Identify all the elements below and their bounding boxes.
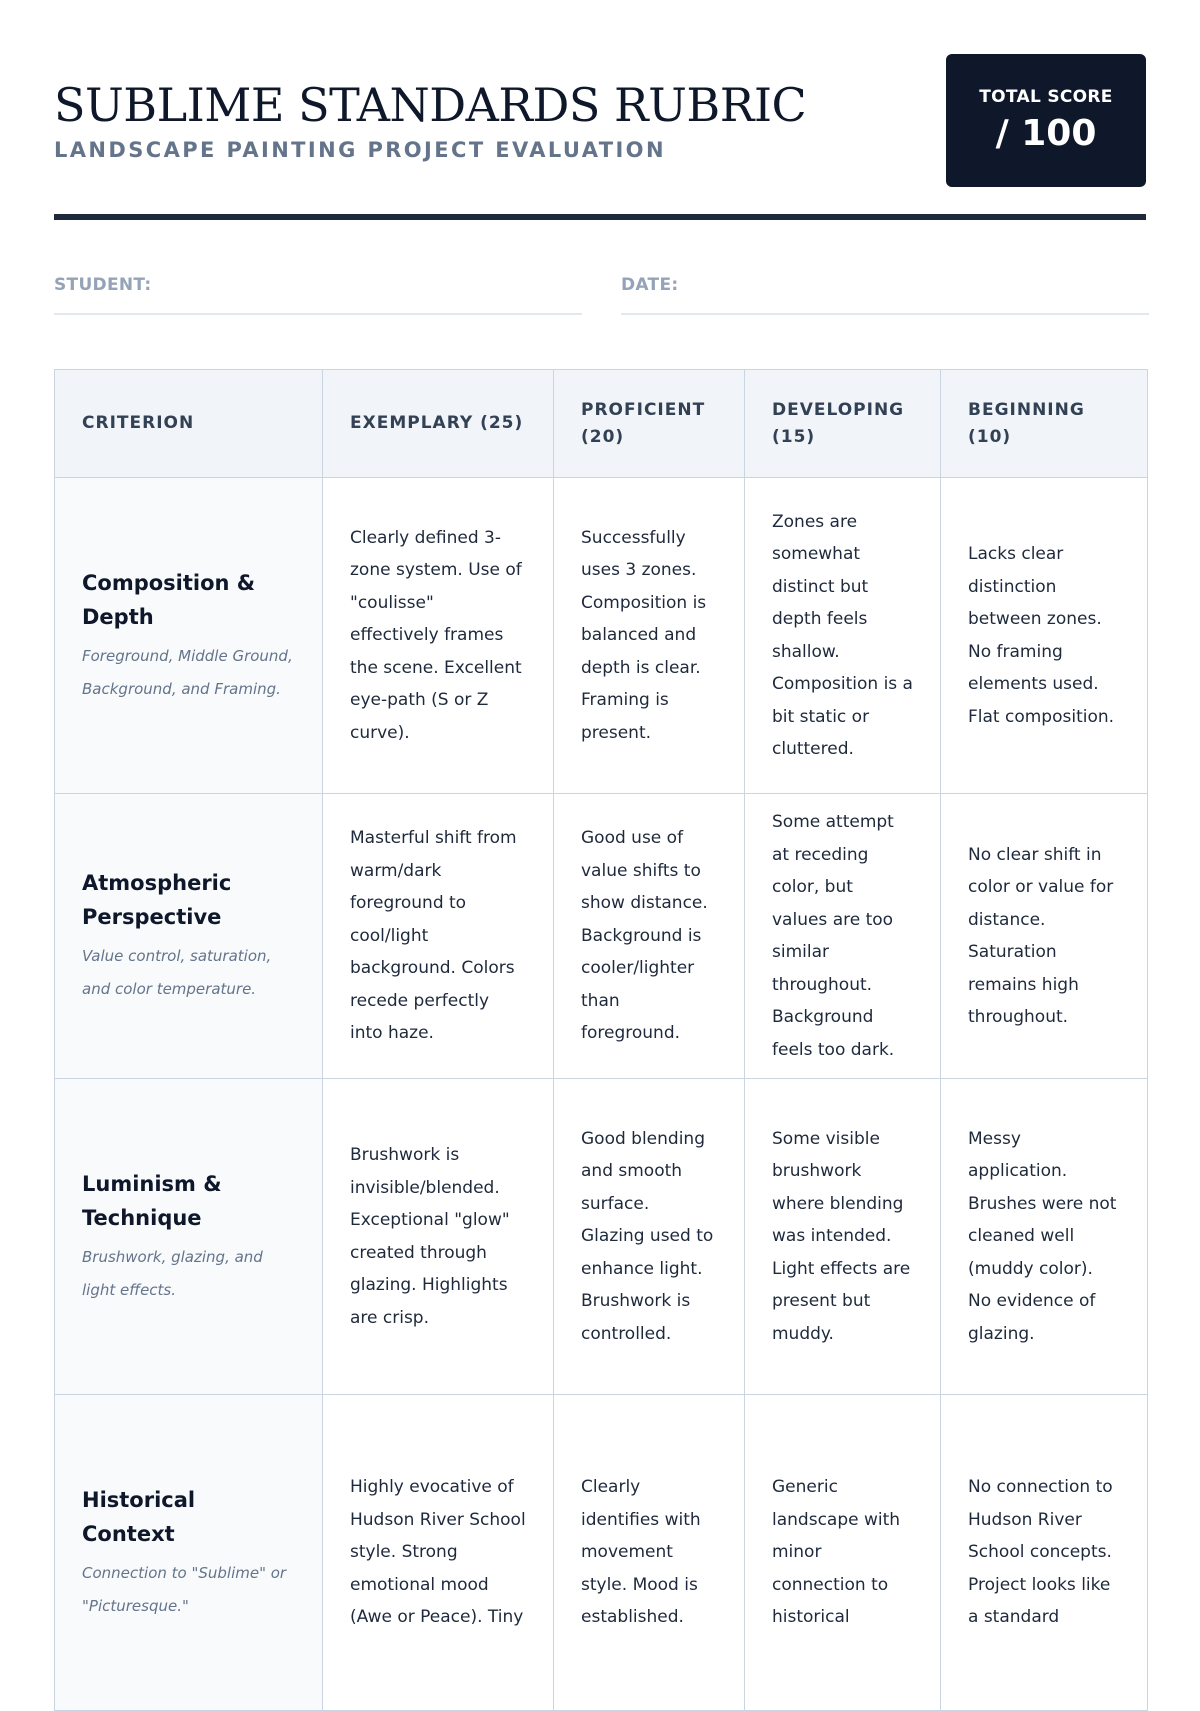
exemplary-cell: Brushwork is invisible/blended. Exceptional "glow" created through glazing. Highlights are crisp. — [323, 1079, 554, 1395]
beginning-cell: No clear shift in color or value for distance. Saturation remains high throughout. — [941, 794, 1148, 1079]
criterion-description: Value control, saturation, and color temperature. — [82, 947, 272, 998]
header — [54, 0, 1146, 220]
criterion-name: Luminism & Technique — [82, 1171, 222, 1230]
developing-cell: Generic landscape with minor connection to historical — [745, 1395, 941, 1711]
beginning-cell: Lacks clear distinction between zones. No framing elements used. Flat composition. — [941, 478, 1148, 794]
proficient-cell: Clearly identifies with movement style. Mood is established. — [554, 1395, 745, 1711]
table-row — [55, 1079, 1148, 1395]
table-row — [55, 1395, 1148, 1711]
criterion-name: Historical Context — [82, 1487, 196, 1546]
rubric-table — [54, 369, 1148, 1711]
criterion-description: Brushwork, glazing, and light effects. — [82, 1247, 263, 1299]
criterion-cell — [55, 478, 323, 794]
date-label: DATE: — [621, 275, 679, 295]
page-title: SUBLIME STANDARDS RUBRIC — [54, 78, 807, 132]
info-fields — [54, 220, 1146, 360]
total-score-label: TOTAL SCORE — [979, 87, 1113, 107]
student-field[interactable] — [54, 275, 582, 315]
total-score-value: / 100 — [995, 113, 1097, 154]
header-developing: DEVELOPING (15) — [745, 370, 941, 478]
date-field[interactable] — [621, 275, 1149, 315]
table-header-row — [55, 370, 1148, 478]
proficient-cell: Good blending and smooth surface. Glazing used to enhance light. Brushwork is controlled. — [554, 1079, 745, 1395]
criterion-name: Composition & Depth — [82, 570, 256, 629]
header-exemplary: EXEMPLARY (25) — [323, 370, 554, 478]
proficient-cell: Good use of value shifts to show distance. Background is cooler/lighter than foreground. — [554, 794, 745, 1079]
criterion-description: Connection to "Sublime" or "Picturesque." — [82, 1563, 287, 1615]
criterion-cell — [55, 1079, 323, 1395]
header-beginning: BEGINNING (10) — [941, 370, 1148, 478]
header-criterion: CRITERION — [55, 370, 323, 478]
criterion-cell — [55, 794, 323, 1079]
criterion-description: Foreground, Middle Ground, Background, and Framing. — [82, 646, 293, 698]
page-subtitle: LANDSCAPE PAINTING PROJECT EVALUATION — [54, 138, 666, 162]
exemplary-cell: Masterful shift from warm/dark foreground to cool/light background. Colors recede perfectly into haze. — [323, 794, 554, 1079]
developing-cell: Some visible brushwork where blending was intended. Light effects are present but muddy. — [745, 1079, 941, 1395]
exemplary-cell: Highly evocative of Hudson River School style. Strong emotional mood (Awe or Peace). Tiny — [323, 1395, 554, 1711]
beginning-cell: No connection to Hudson River School concepts. Project looks like a standard — [941, 1395, 1148, 1711]
criterion-cell — [55, 1395, 323, 1711]
exemplary-cell: Clearly defined 3-zone system. Use of "coulisse" effectively frames the scene. Excellent eye-path (S or Z curve). — [323, 478, 554, 794]
developing-cell: Some attempt at receding color, but values are too similar throughout. Background feels too dark. — [745, 794, 941, 1079]
student-label: STUDENT: — [54, 275, 152, 295]
header-proficient: PROFICIENT (20) — [554, 370, 745, 478]
proficient-cell: Successfully uses 3 zones. Composition is balanced and depth is clear. Framing is present. — [554, 478, 745, 794]
beginning-cell: Messy application. Brushes were not cleaned well (muddy color). No evidence of glazing. — [941, 1079, 1148, 1395]
table-row — [55, 794, 1148, 1079]
total-score-box — [946, 54, 1146, 187]
developing-cell: Zones are somewhat distinct but depth feels shallow. Composition is a bit static or cluttered. — [745, 478, 941, 794]
criterion-name: Atmospheric Perspective — [82, 871, 232, 929]
table-row — [55, 478, 1148, 794]
